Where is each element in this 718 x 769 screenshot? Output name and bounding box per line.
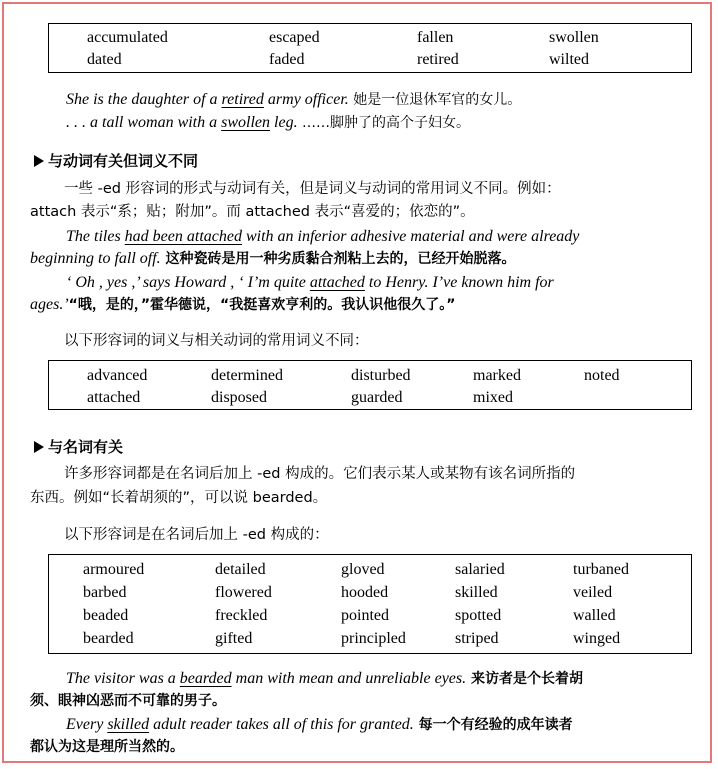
example-sentence: 都认为这是理所当然的。 bbox=[30, 739, 184, 755]
word: faded bbox=[269, 51, 305, 68]
word-box-2 bbox=[48, 360, 692, 410]
paragraph-line: 东西。例如“长着胡须的”，可以说 bearded。 bbox=[30, 490, 328, 506]
word: armoured bbox=[83, 561, 145, 578]
word: walled bbox=[573, 607, 616, 624]
word: winged bbox=[573, 630, 621, 647]
example-sentence: She is the daughter of a retired army officer. 她是一位退休军官的女儿。 bbox=[66, 91, 522, 108]
example-sentence: ‘ Oh , yes ,’ says Howard , ‘ I’m quite attached to Henry. I’ve known him for bbox=[66, 274, 554, 291]
word: mixed bbox=[473, 389, 513, 406]
example-sentence: The visitor was a bearded man with mean and unreliable eyes. 来访者是个长着胡 bbox=[66, 670, 583, 687]
paragraph-line: 以下形容词的词义与相关动词的常用词义不同： bbox=[64, 333, 369, 349]
word: swollen bbox=[549, 29, 599, 46]
word: wilted bbox=[549, 51, 589, 68]
word: disposed bbox=[211, 389, 267, 406]
triangle-bullet-icon bbox=[34, 155, 44, 167]
word: striped bbox=[455, 630, 499, 647]
example-sentence: ages.’“哦，是的，”霍华德说，“我挺喜欢亨利的。我认识他很久了。” bbox=[30, 296, 456, 313]
word: bearded bbox=[83, 630, 134, 647]
paragraph-line: 以下形容词是在名词后加上 -ed 构成的： bbox=[64, 527, 329, 543]
example-sentence: The tiles had been attached with an inferior adhesive material and were already bbox=[66, 228, 580, 245]
word: gifted bbox=[215, 630, 253, 647]
word: determined bbox=[211, 367, 283, 384]
word: guarded bbox=[351, 389, 403, 406]
word: skilled bbox=[455, 584, 498, 601]
word: attached bbox=[87, 389, 141, 406]
word: flowered bbox=[215, 584, 272, 601]
word: gloved bbox=[341, 561, 385, 578]
word-box-1 bbox=[48, 23, 692, 73]
word: salaried bbox=[455, 561, 505, 578]
paragraph-line: attach 表示“系；贴；附加”。而 attached 表示“喜爱的；依恋的”。 bbox=[30, 204, 475, 220]
word: dated bbox=[87, 51, 122, 68]
word: barbed bbox=[83, 584, 127, 601]
example-sentence: Every skilled adult reader takes all of this for granted. 每一个有经验的成年读者 bbox=[66, 716, 573, 733]
example-sentence: beginning to fall off. 这种瓷砖是用一种劣质黏合剂粘上去的，已经开始脱落。 bbox=[30, 250, 516, 267]
word: disturbed bbox=[351, 367, 411, 384]
section-heading: 与动词有关但词义不同 bbox=[34, 150, 198, 171]
example-sentence: 须、眼神凶恶而不可靠的男子。 bbox=[30, 693, 226, 709]
word: noted bbox=[584, 367, 620, 384]
word: retired bbox=[417, 51, 459, 68]
example-sentence: . . . a tall woman with a swollen leg. ……脚肿了的高个子妇女。 bbox=[66, 114, 471, 131]
word: pointed bbox=[341, 607, 389, 624]
word: hooded bbox=[341, 584, 389, 601]
word: detailed bbox=[215, 561, 266, 578]
word: beaded bbox=[83, 607, 129, 624]
word: accumulated bbox=[87, 29, 168, 46]
section-heading: 与名词有关 bbox=[34, 436, 123, 457]
word: veiled bbox=[573, 584, 613, 601]
word: freckled bbox=[215, 607, 268, 624]
word: principled bbox=[341, 630, 406, 647]
paragraph-line: 许多形容词都是在名词后加上 -ed 构成的。它们表示某人或某物有该名词所指的 bbox=[64, 466, 576, 482]
word: turbaned bbox=[573, 561, 629, 578]
triangle-bullet-icon bbox=[34, 441, 44, 453]
word: escaped bbox=[269, 29, 320, 46]
paragraph-line: 一些 -ed 形容词的形式与动词有关，但是词义与动词的常用词义不同。例如： bbox=[64, 181, 561, 197]
word: fallen bbox=[417, 29, 454, 46]
word: spotted bbox=[455, 607, 502, 624]
word: advanced bbox=[87, 367, 148, 384]
word-box-3 bbox=[48, 554, 692, 654]
word: marked bbox=[473, 367, 521, 384]
